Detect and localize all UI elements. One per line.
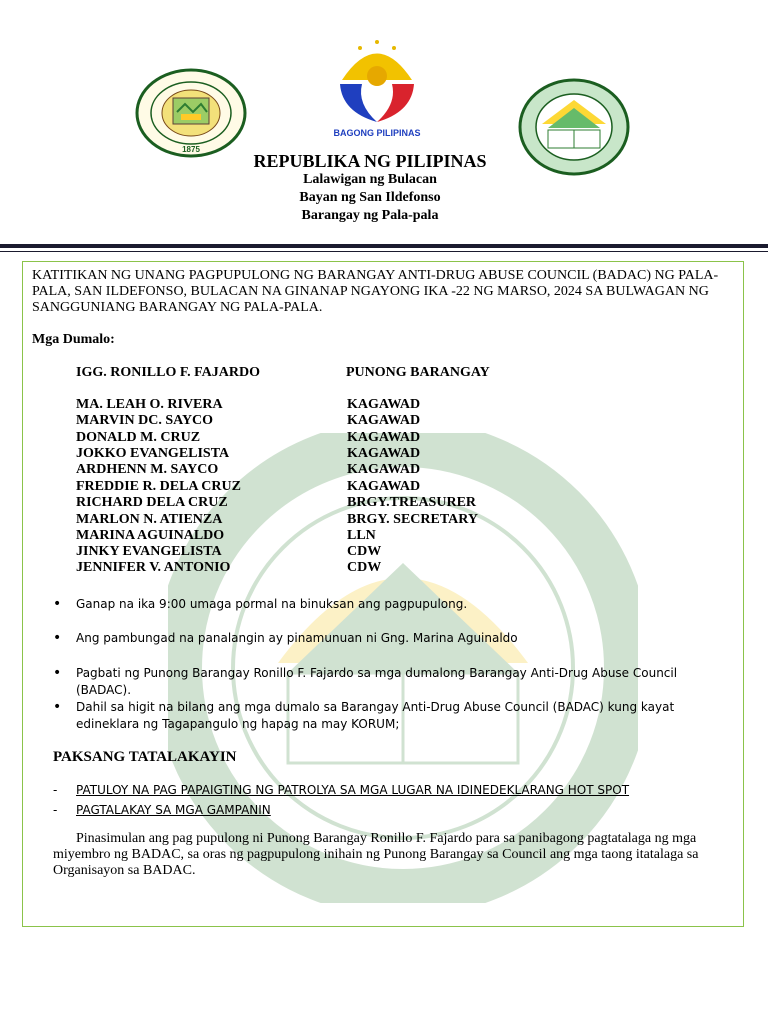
attendee-name: MARLON N. ATIENZA xyxy=(76,512,223,527)
topic-text: PAGTALAKAY SA MGA GAMPANIN xyxy=(76,803,271,817)
topic-text: PATULOY NA PAG PAPAIGTING NG PATROLYA SA MGA LUGAR NA IDINEDEKLARANG HOT SPOT xyxy=(76,783,630,797)
attendee-name: IGG. RONILLO F. FAJARDO xyxy=(76,365,260,380)
attendee-position: KAGAWAD xyxy=(347,446,421,461)
attendee-row xyxy=(76,479,696,495)
republic-heading: REPUBLIKA NG PILIPINAS xyxy=(253,151,487,171)
attendee-name: JENNIFER V. ANTONIO xyxy=(76,560,231,575)
attendee-row xyxy=(76,512,696,528)
bullet-text: Ang pambungad na panalangin ay pinamunuan ni Gng. Marina Aguinaldo xyxy=(76,631,518,645)
attendee-name: ARDHENN M. SAYCO xyxy=(76,462,219,477)
attendee-position: KAGAWAD xyxy=(347,413,421,428)
attendee-row xyxy=(76,446,696,462)
attendee-row xyxy=(76,397,696,413)
province-heading: Lalawigan ng Bulacan xyxy=(303,172,437,187)
topics-heading: PAKSANG TATALAKAYIN xyxy=(53,749,237,765)
attendee-name: MARINA AGUINALDO xyxy=(76,528,225,543)
attendee-position: KAGAWAD xyxy=(347,430,421,445)
attendee-position: BRGY. SECRETARY xyxy=(347,512,478,527)
bullet-text: Ganap na ika 9:00 umaga pormal na binuksan ang pagpupulong. xyxy=(76,597,468,611)
attendee-name: RICHARD DELA CRUZ xyxy=(76,495,228,510)
attendee-name: MARVIN DC. SAYCO xyxy=(76,413,214,428)
attendee-position: KAGAWAD xyxy=(347,462,421,477)
attendee-row xyxy=(76,462,696,478)
attendee-row xyxy=(76,560,696,576)
attendee-row xyxy=(76,544,696,560)
attendee-row xyxy=(76,365,696,381)
town-heading: Bayan ng San Ildefonso xyxy=(299,190,441,205)
attendee-name: FREDDIE R. DELA CRUZ xyxy=(76,479,241,494)
bagong-pilipinas-label: BAGONG PILIPINAS xyxy=(333,128,421,138)
dash-icon: - xyxy=(53,803,58,817)
minutes-intro: KATITIKAN NG UNANG PAGPUPULONG NG BARANGAY ANTI-DRUG ABUSE COUNCIL (BADAC) NG PALA-PALA, SAN ILDEFONSO, BULACAN NA GINANAP NGAYONG IKA -22 NG MARSO, 2024 SA BULWAGAN NG SANGGUNIANG BARANGAY NG PALA-PALA. xyxy=(32,268,719,315)
attendee-position: PUNONG BARANGAY xyxy=(346,365,490,380)
attendee-name: JOKKO EVANGELISTA xyxy=(76,446,230,461)
attendee-position: CDW xyxy=(347,560,382,575)
barangay-heading: Barangay ng Pala-pala xyxy=(301,208,439,223)
minutes-body xyxy=(22,261,744,927)
municipality-seal xyxy=(135,68,247,158)
attendees-label: Mga Dumalo: xyxy=(32,332,115,347)
attendee-row xyxy=(76,413,696,429)
attendee-name: DONALD M. CRUZ xyxy=(76,430,201,445)
bullet-text: Dahil sa higit na bilang ang mga dumalo sa Barangay Anti-Drug Abuse Council (BADAC) kung kayat edineklara ng Tagapangulo ng hapag na may KORUM; xyxy=(76,700,675,731)
attendee-position: BRGY.TREASURER xyxy=(347,495,477,510)
dash-icon: - xyxy=(53,783,58,797)
bagong-pilipinas-logo xyxy=(322,32,432,144)
header-divider xyxy=(0,244,768,248)
attendee-name: MA. LEAH O. RIVERA xyxy=(76,397,223,412)
attendee-row xyxy=(76,430,696,446)
attendee-position: KAGAWAD xyxy=(347,479,421,494)
closing-paragraph: Pinasimulan ang pag pupulong ni Punong Barangay Ronillo F. Fajardo para sa panibagong pagtatalaga ng mga miyembro ng BADAC, sa oras ng pagpupulong inihain ng Punong Barangay sa Council ang mga taong itatalaga sa Organisayon sa BADAC. xyxy=(53,831,699,878)
bullet-icon: • xyxy=(53,596,62,612)
header-divider-thin xyxy=(0,251,768,252)
bullet-icon: • xyxy=(53,630,62,646)
bullet-icon: • xyxy=(53,699,62,715)
bullet-text: Pagbati ng Punong Barangay Ronillo F. Fajardo sa mga dumalong Barangay Anti-Drug Abuse Council (BADAC). xyxy=(76,666,678,697)
attendee-position: LLN xyxy=(347,528,376,543)
attendee-position: CDW xyxy=(347,544,382,559)
attendee-row xyxy=(76,528,696,544)
attendee-position: KAGAWAD xyxy=(347,397,421,412)
attendee-row xyxy=(76,495,696,511)
bullet-icon: • xyxy=(53,665,62,681)
municipality-seal-year: 1875 xyxy=(182,145,200,154)
attendee-name: JINKY EVANGELISTA xyxy=(76,544,222,559)
